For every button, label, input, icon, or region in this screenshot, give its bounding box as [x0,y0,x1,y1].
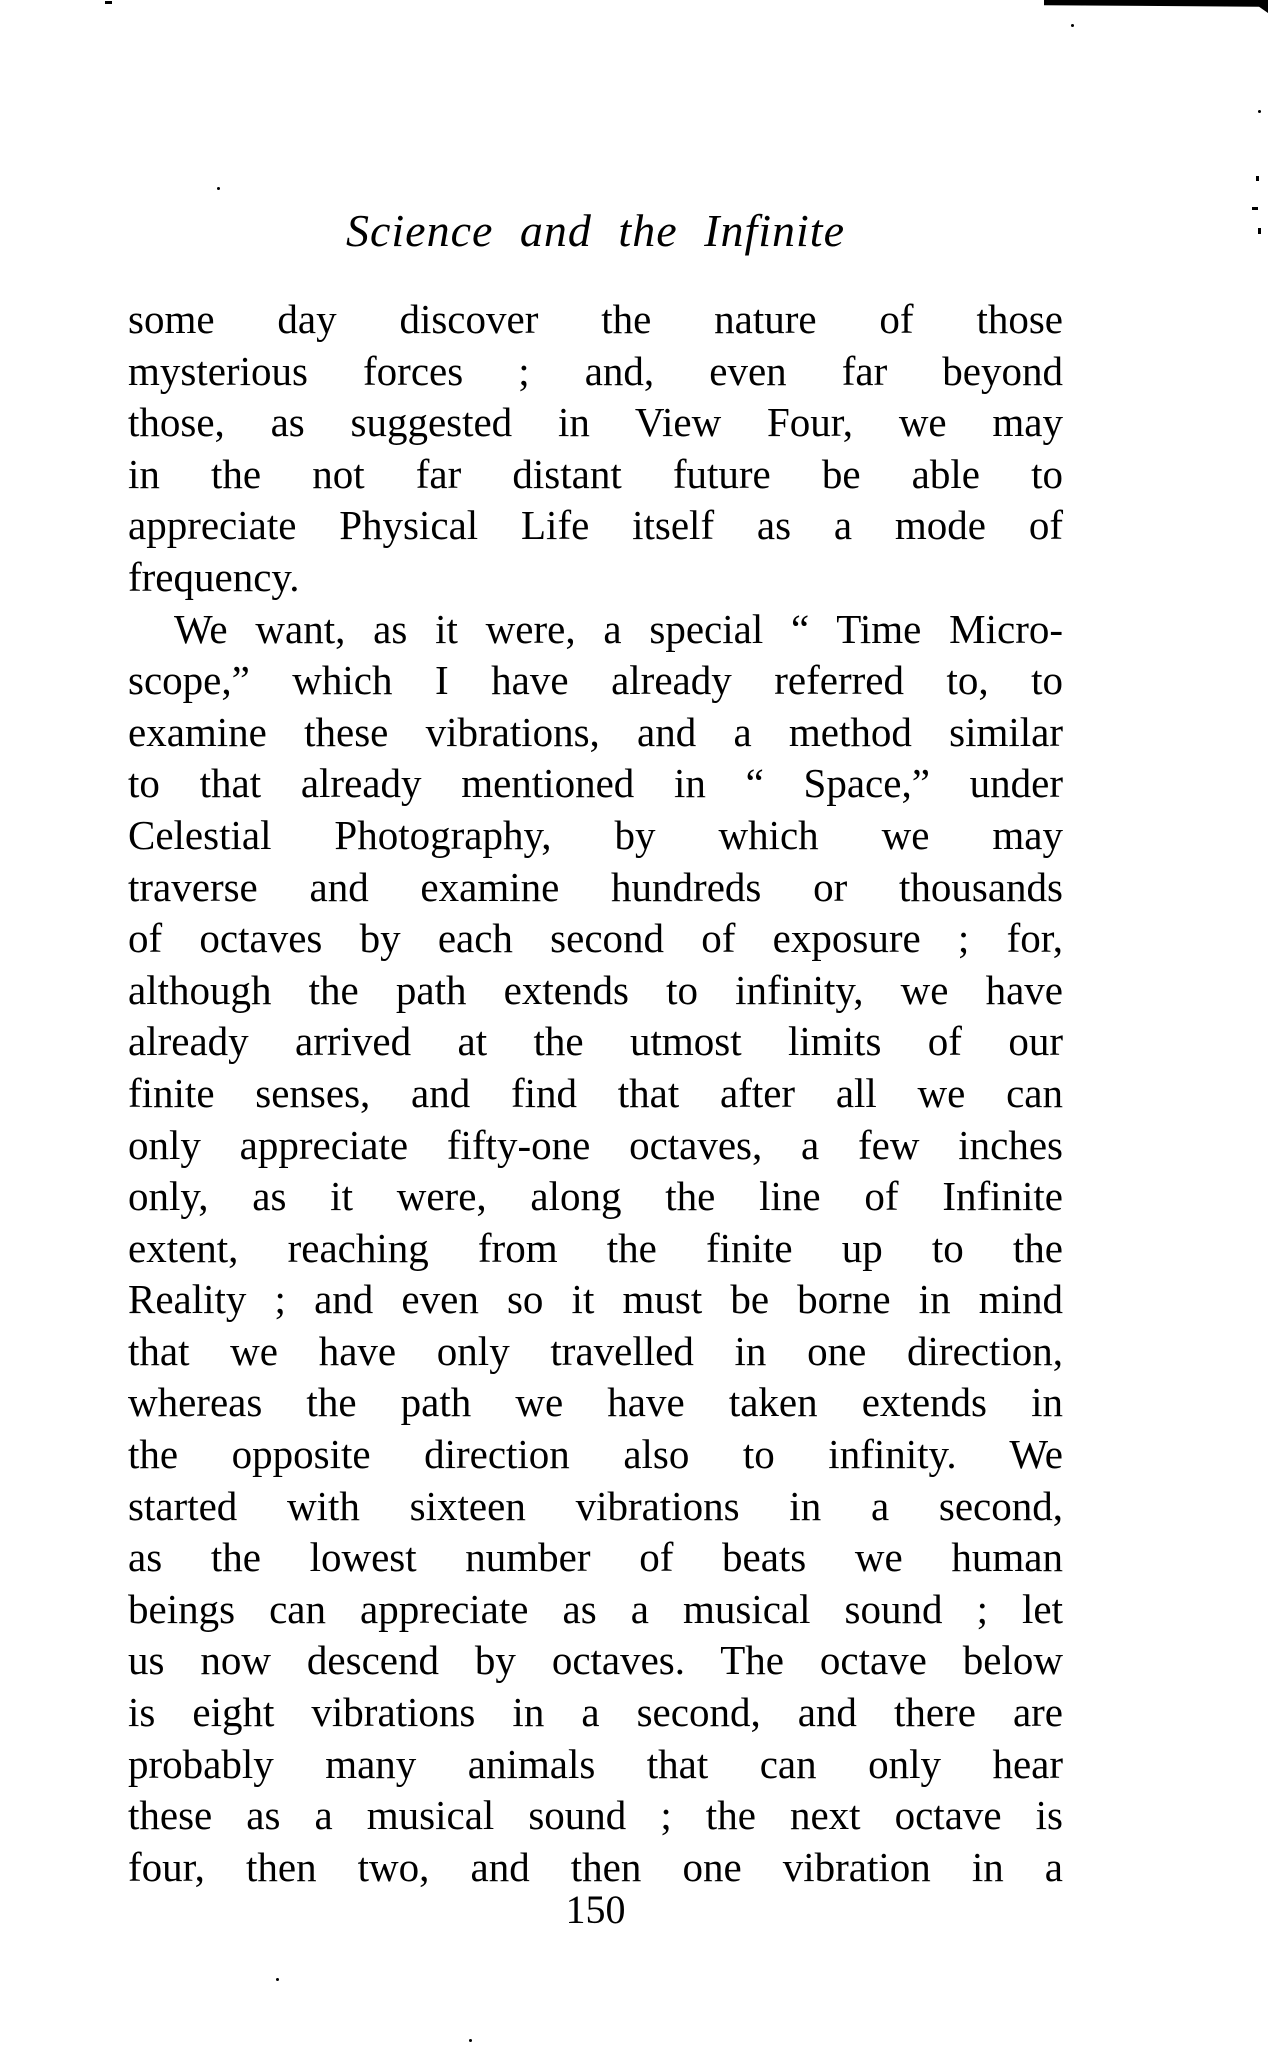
scan-artifact-speck [1258,110,1261,113]
scan-artifact-speck [217,187,220,190]
text-line: of octaves by each second of exposure ; for, [128,915,1063,962]
text-line: although the path extends to infinity, we have [128,966,1063,1013]
text-line: us now descend by octaves. The octave below [128,1637,1063,1684]
scan-artifact-speck [1252,207,1258,210]
text-line: scope,” which I have already referred to, to [128,657,1063,704]
text-line: Celestial Photography, by which we may [128,811,1063,858]
text-line: four, then two, and then one vibration in a [128,1843,1063,1890]
text-line: extent, reaching from the finite up to the [128,1224,1063,1271]
scan-artifact-speck [1256,176,1259,181]
text-line: these as a musical sound ; the next octave is [128,1792,1063,1839]
text-line: that we have only travelled in one direction, [128,1327,1063,1374]
text-line: is eight vibrations in a second, and there are [128,1689,1063,1736]
scan-artifact-speck [276,1978,279,1981]
text-line: to that already mentioned in “ Space,” under [128,760,1063,807]
page-number: 150 [565,1887,626,1932]
text-line: started with sixteen vibrations in a second, [128,1482,1063,1529]
running-header-title: Science and the Infinite [345,205,845,256]
text-line: probably many animals that can only hear [128,1740,1063,1787]
scan-artifact-speck [105,1,112,4]
text-line: beings can appreciate as a musical sound ; let [128,1585,1063,1632]
text-line: only appreciate fifty-one octaves, a few inches [128,1121,1063,1168]
text-line: Reality ; and even so it must be borne in mind [128,1276,1063,1323]
text-line: whereas the path we have taken extends in [128,1379,1063,1426]
text-line: We want, as it were, a special “ Time Micro- [174,605,1063,652]
text-line: mysterious forces ; and, even far beyond [128,347,1063,394]
text-line: some day discover the nature of those [128,296,1063,342]
text-line: finite senses, and find that after all we can [128,1069,1063,1116]
text-line: traverse and examine hundreds or thousands [128,863,1063,910]
scan-artifact-bar [1044,0,1268,13]
text-line: only, as it were, along the line of Infinite [128,1173,1063,1220]
text-line: appreciate Physical Life itself as a mode of [128,502,1063,549]
text-line: in the not far distant future be able to [128,450,1063,497]
scan-artifact-speck [469,2039,472,2042]
body-text [128,294,1063,1893]
text-line: as the lowest number of beats we human [128,1534,1063,1581]
text-line: the opposite direction also to infinity. We [128,1431,1063,1478]
text-line: frequency. [128,553,300,600]
text-line: those, as suggested in View Four, we may [128,399,1063,446]
text-line: examine these vibrations, and a method similar [128,708,1063,755]
scan-artifact-speck [1258,228,1261,234]
text-line: already arrived at the utmost limits of our [128,1018,1063,1065]
scan-artifact-speck [1071,24,1074,27]
